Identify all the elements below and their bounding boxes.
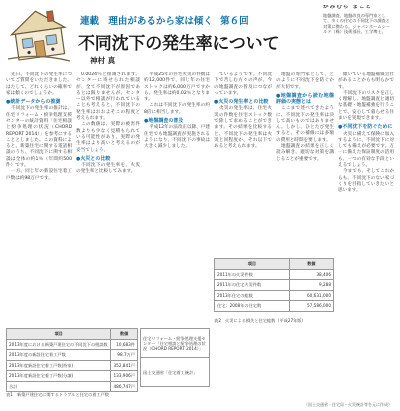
paragraph: 不同沈下の発生率の推計は、住宅リフォーム・紛争処理支援センターの統計資料「住宅相談と紛争処理の状況（CHORD REPORT 2014）」を参考にすることとしました。この資料によると、新築住宅に関する電話相談のうち、不同沈下に関する相談は全体の約1％（年間約500件）です。 xyxy=(6,106,72,169)
table-row xyxy=(141,358,210,387)
source-credit: （国土交通省・住宅局・火災統計等を元に作成） xyxy=(304,402,392,407)
paragraph: 先日、不同沈下の発生率についてご質問をいただきました。はたして、どれくらいの確率で家は傾くのでしょうか。 xyxy=(6,72,72,96)
paragraph: ここまで述べてきたように、不同沈下の発生率は決して高いものではありません。しかし、ひとたび発生すると、その補修には多額の費用と時間を要します。 xyxy=(276,106,334,143)
table-cell: 10,683件 xyxy=(111,339,138,350)
table-cell: 2013年度における新築戸建住宅の不同沈下の相談数 xyxy=(7,339,111,350)
paragraph: 傾いている地盤補償会社があることからも明らかです。 xyxy=(338,72,394,90)
table-2 xyxy=(214,258,334,312)
section-heading: ●火災との比較 xyxy=(76,155,111,162)
paragraph: 0.0024％と推測されます。センターに寄せられた相談が、全て不同沈下が原因であるとは限りませんが、センター以外で相談が行われていることも考えると、不同沈下の発生率はおおよそこの程度と考えられます。 xyxy=(76,72,140,122)
table-header-row xyxy=(7,329,138,340)
table-cell: 住宅リフォーム・紛争処理支援センター「住宅相談と紛争処理の状況（CHORD REPORT 2014）」 xyxy=(141,329,210,358)
body-column-3 xyxy=(144,72,210,318)
series-tag: 連載 xyxy=(80,16,100,27)
table-cell: 352,841戸 xyxy=(111,360,138,371)
table-cell: 2013年住宅の総数 xyxy=(215,290,290,301)
paragraph: 今までも、そしてこれからも、不同沈下のない家づくりを目指していきたいと思います。 xyxy=(338,169,394,194)
table-cell: 住宅：2008年の住宅数 xyxy=(215,301,290,312)
table-header-row xyxy=(215,259,334,270)
table-2-caption: 表2 火災による損失と住宅総数（平成27年版） xyxy=(214,318,306,323)
paragraph: 火災の発生率は、住宅火災の件数を住宅ストック数で除して求めることができます。その結果を比較すると、不同沈下の発生率は火災と同程度か、それ以下であると考えられます。 xyxy=(214,106,272,150)
tilted-house-icon xyxy=(6,5,72,63)
table-row xyxy=(7,371,138,382)
table-row xyxy=(215,280,334,291)
table-cell: 9,288 xyxy=(289,280,333,291)
bio-text: 地盤調査、地盤改良の専門家として、多くの住宅の不同沈下の調査と対策に携わる。ジャパンホームシールド（株）技術部長。工学博士。 xyxy=(323,12,390,35)
table-header-cell: 項目 xyxy=(215,259,290,270)
table-cell: 486,747戸 xyxy=(111,381,138,392)
section-heading: ●地盤調査から読む地盤評価の実態とは xyxy=(276,92,334,106)
paragraph: これは不同沈下の発生率の約8倍に相当します。 xyxy=(144,103,210,115)
paragraph: 火災に備えて保険に加入するように、不同沈下に対しても備えが必要です。万一に備えた保証制度の活用も、一つの有効な手段といえるでしょう。 xyxy=(338,131,394,169)
body-column-1 xyxy=(6,72,72,318)
table-row xyxy=(215,301,334,312)
table-row xyxy=(141,329,210,358)
table-cell: 国土交通省「住宅着工統計」 xyxy=(141,358,210,387)
table-row xyxy=(215,269,334,280)
body-column-6 xyxy=(338,72,394,411)
table-header-cell: 数値 xyxy=(289,259,333,270)
table-row xyxy=(7,339,138,350)
paragraph: 平成25年の住宅火災の件数は約12,000件で、同じ年の住宅ストックは約6,000万戸ですから、発生率は約0.02％となります。 xyxy=(144,72,210,103)
table-cell: 38,406 xyxy=(289,269,333,280)
section-heading: ●地盤調査の普及 xyxy=(144,118,184,125)
paragraph: ているようです。不同沈下で苦しむ方々の声が、今の地盤調査の普及につながっています。 xyxy=(214,72,272,96)
table-cell: 2011年の住宅火災件数 xyxy=(215,280,290,291)
table-cell: 60,631,000 xyxy=(289,290,333,301)
series-title: 理由があるから家は傾く xyxy=(108,16,213,27)
section-heading: ●不同沈下を防ぐために xyxy=(338,124,393,131)
section-heading: ●統計データからの推測 xyxy=(6,99,61,106)
table-header-cell: 項目 xyxy=(7,329,111,340)
paragraph: 平成12年の法改正以降、戸建住宅でも地盤調査が実施されるようになり、不同沈下の事故は大きく減少しました。 xyxy=(144,125,210,150)
table-cell: 57,586,000 xyxy=(289,301,333,312)
table-row xyxy=(7,350,138,361)
table-header-cell: 数値 xyxy=(111,329,138,340)
bio-name: かみむら まこと xyxy=(323,5,373,10)
table-row xyxy=(7,381,138,392)
paragraph: 地盤の専門家として、どのように不同沈下を防ぐかが大切です。 xyxy=(276,72,334,90)
author-name: 神村 真 xyxy=(90,56,116,65)
table-cell: 合計 xyxy=(7,381,111,392)
table-1-caption: 表1 新築戸建住宅に関するトラブルと住宅の着工戸数 xyxy=(6,392,109,397)
paragraph: 地盤調査の結果を正しく読み解き、適切な対策を講じることが重要です。 xyxy=(276,144,334,162)
section-heading: ●火災の発生率との比較 xyxy=(214,99,269,106)
series-label xyxy=(80,13,249,27)
table-cell: 2013年度新設住宅着工戸数(持家) xyxy=(7,360,111,371)
body-column-4 xyxy=(214,72,272,247)
table-row xyxy=(215,290,334,301)
table-cell: 133,906戸 xyxy=(111,371,138,382)
table-cell: 2013年度新設住宅着工戸数(分譲) xyxy=(7,371,111,382)
paragraph: 一方、同じ年の新設住宅着工戸数は約98万戸です。 xyxy=(6,169,72,181)
paragraph: この数値は、実際の被害件数よりも少なく見積もられている可能性があり、実際の発生率はより高いと考えるのが妥当でしょう。 xyxy=(76,122,140,153)
table-1-sources xyxy=(140,328,210,387)
series-number: 第６回 xyxy=(220,16,249,27)
table-cell: 98.7万戸 xyxy=(111,350,138,361)
table-cell: 2013年度の新設住宅着工戸数 xyxy=(7,350,111,361)
paragraph: 不同沈下の発生率を、火災の発生率と比較してみます。 xyxy=(76,163,140,175)
table-1 xyxy=(6,328,138,392)
body-column-2 xyxy=(76,72,140,318)
table-row xyxy=(7,360,138,371)
paragraph: 不同沈下のリスクを正しく理解し、地盤調査と適切な基礎・地盤補強を行うことで、安心して暮らせる住まいを実現できます。 xyxy=(338,90,394,122)
author-bio xyxy=(323,5,394,67)
table-cell: 2011年の火災件数 xyxy=(215,269,290,280)
article-title: 不同沈下の発生率について xyxy=(78,34,280,54)
